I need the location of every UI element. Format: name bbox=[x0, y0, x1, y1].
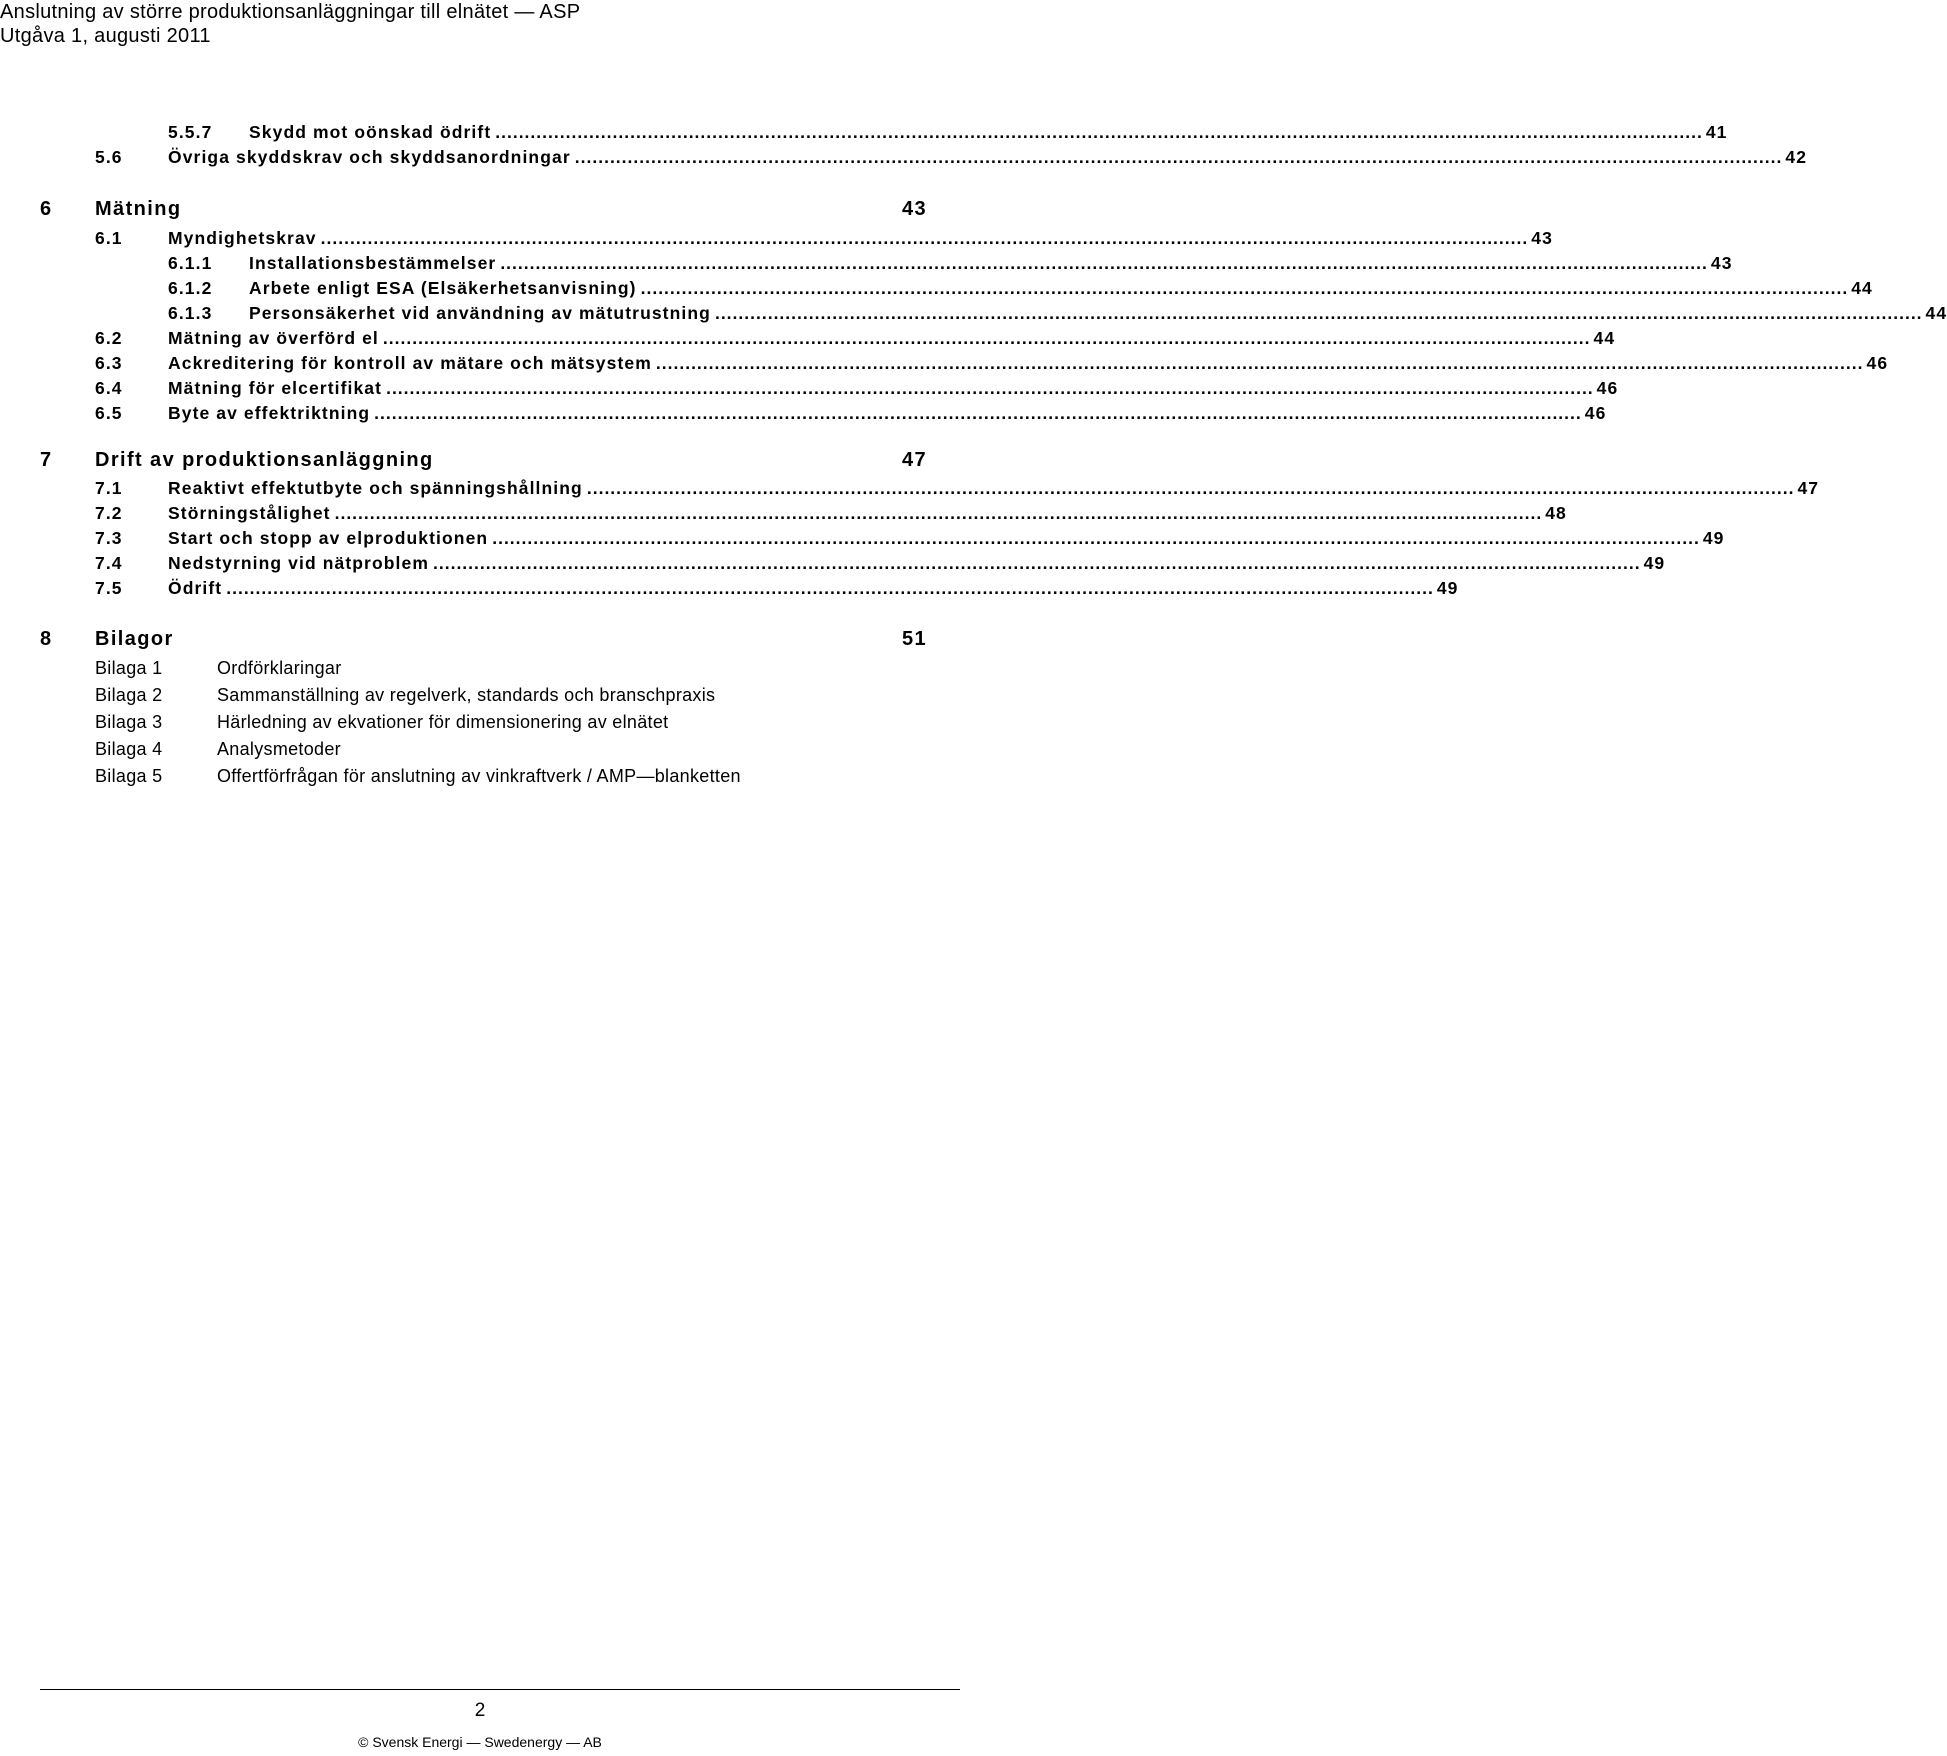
appendix-label: Bilaga 1 bbox=[95, 658, 163, 678]
dot-leader: .............................................................................................................................................................................................................. bbox=[320, 228, 1529, 248]
dot-leader: .............................................................................................................................................................................................................. bbox=[226, 578, 1434, 598]
toc-entry-number: 7.4 bbox=[95, 553, 123, 573]
toc-entry-number: 6.1 bbox=[95, 228, 123, 248]
toc-chapter-title: Drift av produktionsanläggning bbox=[95, 449, 434, 471]
toc-entry-number: 6.5 bbox=[95, 403, 123, 423]
document-title: Anslutning av större produktionsanläggningar till elnätet — ASP bbox=[0, 1, 581, 23]
toc-entry-page: 41 bbox=[1705, 122, 1728, 142]
toc-entry-number: 6.3 bbox=[95, 353, 123, 373]
appendix-title: Analysmetoder bbox=[217, 739, 341, 759]
toc-entry-number: 6.1.2 bbox=[168, 278, 213, 298]
toc-entry[interactable] bbox=[95, 353, 1889, 374]
toc-entry-page: 48 bbox=[1545, 503, 1567, 523]
dot-leader: .............................................................................................................................................................................................................. bbox=[655, 353, 1864, 373]
toc-chapter-page: 47 bbox=[901, 449, 927, 471]
dot-leader: .............................................................................................................................................................................................................. bbox=[640, 278, 1849, 298]
toc-chapter[interactable] bbox=[40, 449, 927, 472]
toc-entry-page: 46 bbox=[1596, 378, 1619, 398]
toc-entry[interactable] bbox=[168, 122, 1728, 143]
toc-entry-title: Ackreditering för kontroll av mätare och mätsystem bbox=[168, 353, 652, 373]
toc-chapter-page: 43 bbox=[901, 198, 927, 220]
toc-entry-page: 42 bbox=[1785, 147, 1808, 167]
toc-entry-page: 44 bbox=[1925, 303, 1947, 323]
dot-leader: .............................................................................................................................................................................................................. bbox=[574, 147, 1783, 167]
dot-leader: .............................................................................................................................................................................................................. bbox=[495, 122, 1703, 142]
toc-entry-number: 5.5.7 bbox=[168, 122, 213, 142]
appendix-label: Bilaga 5 bbox=[95, 766, 163, 786]
dot-leader: .............................................................................................................................................................................................................. bbox=[586, 478, 1795, 498]
toc-entry-title: Reaktivt effektutbyte och spänningshållning bbox=[168, 478, 583, 498]
toc-entry-title: Start och stopp av elproduktionen bbox=[168, 528, 489, 548]
appendix-entry[interactable] bbox=[95, 658, 342, 679]
toc-entry-number: 6.4 bbox=[95, 378, 123, 398]
toc-entry-number: 7.3 bbox=[95, 528, 123, 548]
appendix-entry[interactable] bbox=[95, 766, 741, 787]
dot-leader: .............................................................................................................................................................................................................. bbox=[334, 503, 1543, 523]
toc-entry-page: 47 bbox=[1797, 478, 1820, 498]
dot-leader: .............................................................................................................................................................................................................. bbox=[386, 378, 1594, 398]
appendix-label: Bilaga 4 bbox=[95, 739, 163, 759]
toc-entry-page: 46 bbox=[1584, 403, 1607, 423]
toc-entry[interactable] bbox=[95, 478, 1820, 499]
toc-entry-number: 6.1.1 bbox=[168, 253, 213, 273]
toc-entry[interactable] bbox=[95, 578, 1459, 599]
toc-entry-title: Installationsbestämmelser bbox=[249, 253, 497, 273]
dot-leader: .............................................................................................................................................................................................................. bbox=[500, 253, 1708, 273]
toc-entry-number: 6.2 bbox=[95, 328, 123, 348]
toc-entry[interactable] bbox=[95, 328, 1616, 349]
toc-chapter-number: 6 bbox=[40, 198, 53, 220]
toc-entry-number: 5.6 bbox=[95, 147, 123, 167]
toc-entry[interactable] bbox=[95, 147, 1808, 168]
toc-entry-page: 43 bbox=[1531, 228, 1553, 248]
toc-entry-title: Byte av effektriktning bbox=[168, 403, 371, 423]
toc-entry-page: 49 bbox=[1643, 553, 1666, 573]
toc-entry-title: Mätning av överförd el bbox=[168, 328, 379, 348]
toc-entry[interactable] bbox=[95, 403, 1607, 424]
toc-chapter-page: 51 bbox=[901, 628, 927, 650]
toc-entry-number: 6.1.3 bbox=[168, 303, 213, 323]
footer-divider bbox=[40, 1689, 960, 1690]
toc-entry[interactable] bbox=[168, 303, 1947, 324]
dot-leader: .............................................................................................................................................................................................................. bbox=[492, 528, 1700, 548]
appendix-title: Sammanställning av regelverk, standards och branschpraxis bbox=[217, 685, 716, 705]
toc-entry[interactable] bbox=[168, 253, 1733, 274]
toc-entry-number: 7.1 bbox=[95, 478, 123, 498]
copyright-notice: © Svensk Energi — Swedenergy — AB bbox=[358, 1734, 602, 1750]
toc-entry-title: Myndighetskrav bbox=[168, 228, 317, 248]
toc-chapter[interactable] bbox=[40, 198, 927, 221]
dot-leader: .............................................................................................................................................................................................................. bbox=[714, 303, 1923, 323]
toc-chapter-title: Mätning bbox=[95, 198, 182, 220]
toc-entry[interactable] bbox=[95, 228, 1553, 249]
toc-entry-title: Störningstålighet bbox=[168, 503, 331, 523]
toc-entry[interactable] bbox=[95, 528, 1725, 549]
toc-entry-title: Skydd mot oönskad ödrift bbox=[249, 122, 492, 142]
toc-entry[interactable] bbox=[95, 378, 1619, 399]
toc-entry-page: 49 bbox=[1436, 578, 1459, 598]
dot-leader: .............................................................................................................................................................................................................. bbox=[374, 403, 1582, 423]
document-edition: Utgåva 1, augusti 2011 bbox=[0, 25, 211, 47]
toc-entry-title: Ödrift bbox=[168, 578, 223, 598]
appendix-entry[interactable] bbox=[95, 739, 341, 760]
page-number: 2 bbox=[474, 1700, 486, 1721]
toc-chapter[interactable] bbox=[40, 628, 927, 651]
appendix-entry[interactable] bbox=[95, 712, 668, 733]
toc-entry[interactable] bbox=[95, 503, 1567, 524]
toc-chapter-number: 8 bbox=[40, 628, 53, 650]
appendix-title: Ordförklaringar bbox=[217, 658, 342, 678]
toc-entry-page: 44 bbox=[1851, 278, 1873, 298]
toc-entry-page: 49 bbox=[1702, 528, 1725, 548]
dot-leader: .............................................................................................................................................................................................................. bbox=[433, 553, 1641, 573]
dot-leader: .............................................................................................................................................................................................................. bbox=[382, 328, 1591, 348]
appendix-entry[interactable] bbox=[95, 685, 715, 706]
appendix-label: Bilaga 3 bbox=[95, 712, 163, 732]
toc-entry-title: Mätning för elcertifikat bbox=[168, 378, 383, 398]
toc-chapter-title: Bilagor bbox=[95, 628, 174, 650]
toc-entry-title: Arbete enligt ESA (Elsäkerhetsanvisning) bbox=[249, 278, 637, 298]
toc-entry[interactable] bbox=[168, 278, 1873, 299]
appendix-title: Offertförfrågan för anslutning av vinkraftverk / AMP—blanketten bbox=[217, 766, 741, 786]
appendix-label: Bilaga 2 bbox=[95, 685, 163, 705]
appendix-title: Härledning av ekvationer för dimensionering av elnätet bbox=[217, 712, 669, 732]
toc-entry-number: 7.5 bbox=[95, 578, 123, 598]
toc-chapter-number: 7 bbox=[40, 449, 53, 471]
toc-entry-title: Övriga skyddskrav och skyddsanordningar bbox=[168, 147, 571, 167]
document-header bbox=[0, 0, 580, 48]
toc-entry[interactable] bbox=[95, 553, 1666, 574]
toc-entry-title: Nedstyrning vid nätproblem bbox=[168, 553, 429, 573]
toc-entry-page: 46 bbox=[1866, 353, 1889, 373]
toc-entry-number: 7.2 bbox=[95, 503, 123, 523]
toc-entry-title: Personsäkerhet vid användning av mätutrustning bbox=[249, 303, 711, 323]
toc-entry-page: 44 bbox=[1593, 328, 1616, 348]
toc-entry-page: 43 bbox=[1710, 253, 1733, 273]
